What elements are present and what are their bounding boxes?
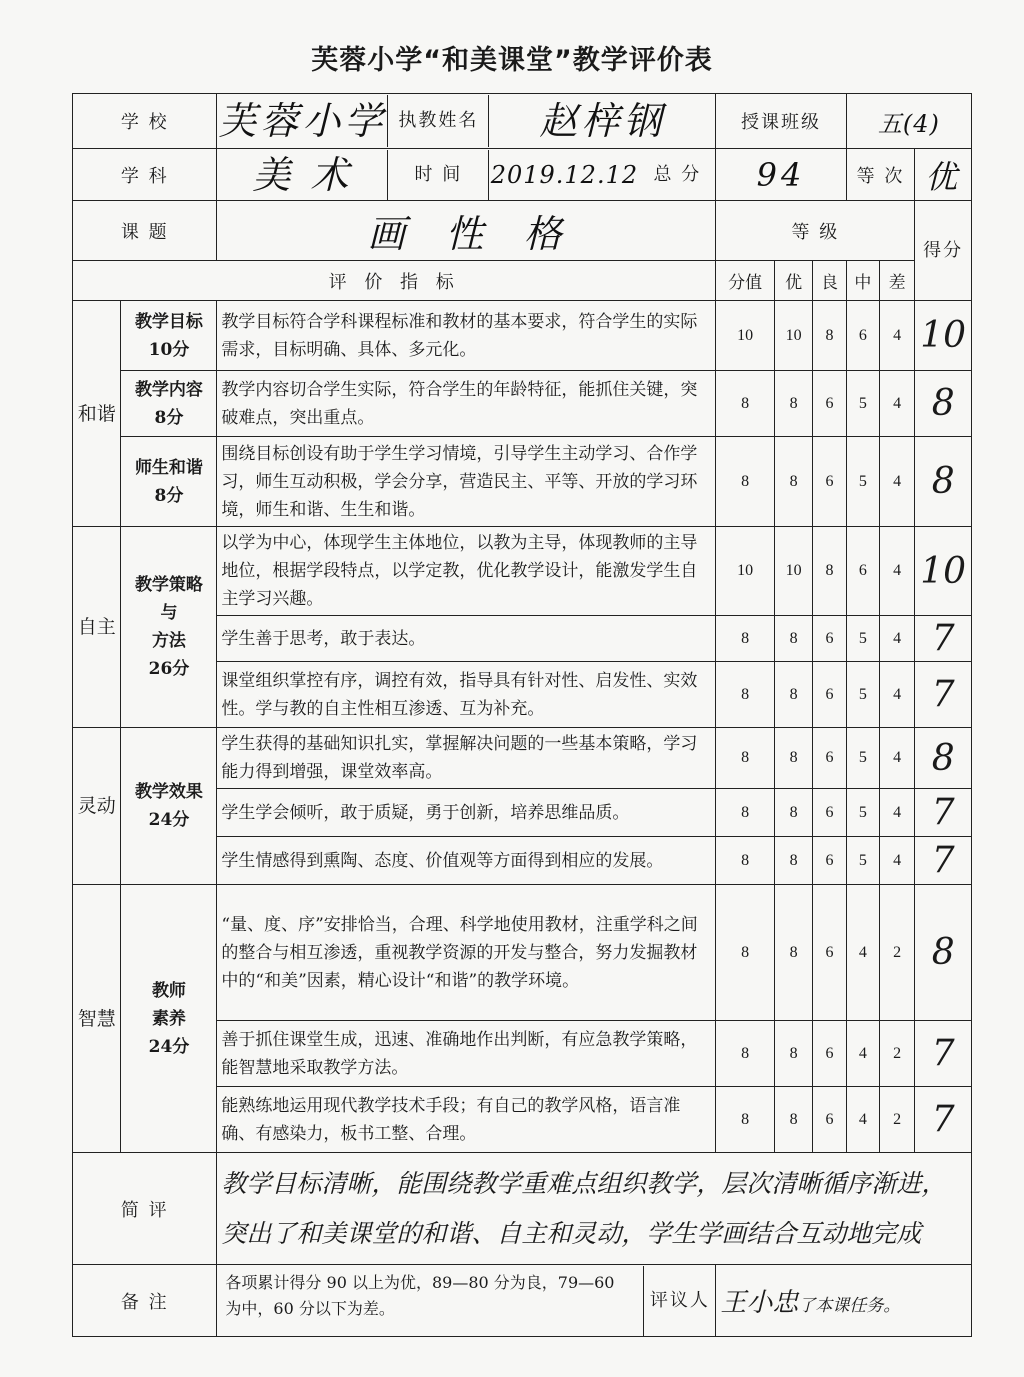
level-value-cell: 6 [813, 1021, 846, 1087]
col-medium-header: 中 [846, 261, 879, 301]
level-value-cell: 10 [716, 301, 775, 371]
total-label: 总 分 [653, 163, 702, 185]
class-value: 五(4) [846, 94, 971, 149]
remark-row [73, 1153, 972, 1265]
subcategory-cell: 师生和谐 8分 [121, 437, 217, 527]
awarded-score: 7 [915, 1087, 972, 1153]
level-value-cell: 4 [880, 301, 915, 371]
topic-value: 画 性 格 [217, 201, 716, 261]
subject-label: 学 科 [73, 149, 217, 201]
level-value-cell: 4 [880, 527, 915, 616]
criteria-row [73, 885, 972, 1021]
teacher-value: 赵梓钢 [539, 99, 666, 143]
indicator-text: 能熟练地运用现代教学技术手段；有自己的教学风格，语言准确、有感染力，板书工整、合理。 [217, 1087, 716, 1153]
indicator-text: 教学内容切合学生实际，符合学生的年龄特征，能抓住关键，突破难点，突出重点。 [217, 371, 716, 437]
teacher-label: 执教姓名 [387, 95, 489, 147]
level-value-cell: 8 [774, 616, 812, 662]
indicator-text: 围绕目标创设有助于学生学习情境，引导学生主动学习、合作学习，师生互动积极，学会分享，营造民主、平等、开放的学习环境，师生和谐、生生和谐。 [217, 437, 716, 527]
criteria-row [73, 437, 972, 527]
level-value-cell: 8 [774, 789, 812, 837]
level-value-cell: 6 [846, 527, 879, 616]
awarded-score: 10 [915, 301, 972, 371]
level-value-cell: 8 [716, 1021, 775, 1087]
header-row-school [73, 94, 972, 149]
remark-label: 简 评 [73, 1153, 217, 1265]
level-value-cell: 8 [813, 301, 846, 371]
awarded-score: 8 [915, 371, 972, 437]
level-value-cell: 4 [880, 728, 915, 789]
level-value-cell: 4 [846, 1021, 879, 1087]
evaluation-table [72, 93, 972, 1337]
score-label: 得分 [915, 201, 972, 301]
level-value-cell: 8 [716, 371, 775, 437]
level-value-cell: 6 [846, 301, 879, 371]
reviewer-signature: 王小忠 [720, 1288, 799, 1318]
level-value-cell: 4 [846, 885, 879, 1021]
time-value: 2019.12.12 [490, 160, 639, 189]
indicator-text: 教学目标符合学科课程标准和教材的基本要求，符合学生的实际需求，目标明确、具体、多元化。 [217, 301, 716, 371]
indicator-text: 学生学会倾听，敢于质疑，勇于创新，培养思维品质。 [217, 789, 716, 837]
awarded-score: 10 [915, 527, 972, 616]
awarded-score: 7 [915, 616, 972, 662]
subcategory-cell: 教学效果 24分 [121, 728, 217, 885]
level-value-cell: 6 [813, 616, 846, 662]
level-value-cell: 8 [716, 616, 775, 662]
category-cell: 自主 [73, 527, 121, 728]
level-value-cell: 8 [716, 662, 775, 728]
col-value-header: 分值 [716, 261, 775, 301]
level-value-cell: 6 [813, 371, 846, 437]
indicator-text: 学生获得的基础知识扎实，掌握解决问题的一些基本策略，学习能力得到增强，课堂效率高。 [217, 728, 716, 789]
note-row [73, 1265, 972, 1337]
level-value-cell: 10 [774, 301, 812, 371]
level-value-cell: 8 [774, 728, 812, 789]
awarded-score: 7 [915, 837, 972, 885]
subcategory-cell: 教学内容 8分 [121, 371, 217, 437]
indicator-text: “量、度、序”安排恰当，合理、科学地使用教材，注重学科之间的整合与相互渗透，重视教学资源的开发与整合，努力发掘教材中的“和美”因素，精心设计“和谐”的教学环境。 [217, 885, 716, 1021]
level-value-cell: 8 [774, 437, 812, 527]
indicator-text: 以学为中心，体现学生主体地位，以教为主导，体现教师的主导地位，根据学段特点，以学定教，优化教学设计，能激发学生自主学习兴趣。 [217, 527, 716, 616]
header-row-subject [73, 149, 972, 201]
col-excellent-header: 优 [774, 261, 812, 301]
level-value-cell: 8 [774, 371, 812, 437]
awarded-score: 7 [915, 789, 972, 837]
header-row-columns [73, 261, 972, 301]
indicator-text: 学生善于思考，敢于表达。 [217, 616, 716, 662]
reviewer-note: 了本课任务。 [798, 1296, 901, 1316]
level-value-cell: 6 [813, 789, 846, 837]
level-value-cell: 2 [880, 1087, 915, 1153]
col-good-header: 良 [813, 261, 846, 301]
level-value-cell: 8 [716, 728, 775, 789]
criteria-row [73, 371, 972, 437]
level-value-cell: 4 [880, 371, 915, 437]
level-value-cell: 5 [846, 616, 879, 662]
indicator-text: 课堂组织掌控有序，调控有效，指导具有针对性、启发性、实效性。学与教的自主性相互渗透、互为补充。 [217, 662, 716, 728]
level-value-cell: 6 [813, 728, 846, 789]
header-row-topic [73, 201, 972, 261]
level-value-cell: 8 [716, 885, 775, 1021]
level-value-cell: 2 [880, 1021, 915, 1087]
level-value-cell: 4 [880, 789, 915, 837]
level-value-cell: 5 [846, 789, 879, 837]
level-value-cell: 6 [813, 837, 846, 885]
level-value-cell: 8 [774, 662, 812, 728]
level-value-cell: 2 [880, 885, 915, 1021]
category-cell: 智慧 [73, 885, 121, 1153]
grade-value: 优 [915, 149, 972, 201]
level-label: 等 级 [716, 201, 915, 261]
awarded-score: 7 [915, 1021, 972, 1087]
note-label: 备 注 [73, 1265, 217, 1337]
level-value-cell: 6 [813, 662, 846, 728]
level-value-cell: 5 [846, 662, 879, 728]
note-text: 各项累计得分 90 以上为优，89—80 分为良，79—60 为中，60 分以下为差。 [225, 1272, 615, 1318]
level-value-cell: 8 [774, 1087, 812, 1153]
category-cell: 灵动 [73, 728, 121, 885]
criteria-row [73, 728, 972, 789]
subject-value: 美 术 [252, 152, 353, 197]
awarded-score: 8 [915, 728, 972, 789]
category-cell: 和谐 [73, 301, 121, 527]
level-value-cell: 6 [813, 437, 846, 527]
criteria-row [73, 301, 972, 371]
awarded-score: 8 [915, 885, 972, 1021]
level-value-cell: 4 [880, 437, 915, 527]
level-value-cell: 8 [716, 1087, 775, 1153]
indicator-text: 善于抓住课堂生成，迅速、准确地作出判断，有应急教学策略，能智慧地采取教学方法。 [217, 1021, 716, 1087]
topic-label: 课 题 [73, 201, 217, 261]
level-value-cell: 8 [774, 885, 812, 1021]
level-value-cell: 5 [846, 837, 879, 885]
subcategory-cell: 教学目标 10分 [121, 301, 217, 371]
level-value-cell: 4 [880, 662, 915, 728]
level-value-cell: 4 [846, 1087, 879, 1153]
class-label: 授课班级 [716, 94, 846, 149]
subcategory-cell: 教学策略 与 方法 26分 [121, 527, 217, 728]
level-value-cell: 4 [880, 616, 915, 662]
level-value-cell: 8 [716, 437, 775, 527]
awarded-score: 8 [915, 437, 972, 527]
form-title: 芙蓉小学“和美课堂”教学评价表 [311, 45, 713, 76]
awarded-score: 7 [915, 662, 972, 728]
level-value-cell: 10 [774, 527, 812, 616]
level-value-cell: 8 [813, 527, 846, 616]
col-poor-header: 差 [880, 261, 915, 301]
school-value: 芙蓉小学 [218, 99, 387, 143]
level-value-cell: 6 [813, 885, 846, 1021]
criteria-row [73, 527, 972, 616]
level-value-cell: 5 [846, 371, 879, 437]
total-value: 94 [716, 149, 846, 201]
subcategory-cell: 教师 素养 24分 [121, 885, 217, 1153]
level-value-cell: 10 [716, 527, 775, 616]
level-value-cell: 8 [774, 837, 812, 885]
level-value-cell: 5 [846, 728, 879, 789]
level-value-cell: 6 [813, 1087, 846, 1153]
level-value-cell: 8 [716, 837, 775, 885]
remark-text: 教学目标清晰，能围绕教学重难点组织教学，层次清晰循序渐进，突出了和美课堂的和谐、自主和灵动，学生学画结合互动地完成 [217, 1153, 972, 1265]
indicator-label: 评 价 指 标 [73, 261, 716, 301]
reviewer-label: 评议人 [643, 1266, 715, 1336]
level-value-cell: 5 [846, 437, 879, 527]
level-value-cell: 8 [774, 1021, 812, 1087]
grade-label: 等 次 [846, 149, 915, 201]
time-label: 时 间 [387, 150, 489, 200]
level-value-cell: 4 [880, 837, 915, 885]
school-label: 学 校 [73, 94, 217, 149]
level-value-cell: 8 [716, 789, 775, 837]
indicator-text: 学生情感得到熏陶、态度、价值观等方面得到相应的发展。 [217, 837, 716, 885]
